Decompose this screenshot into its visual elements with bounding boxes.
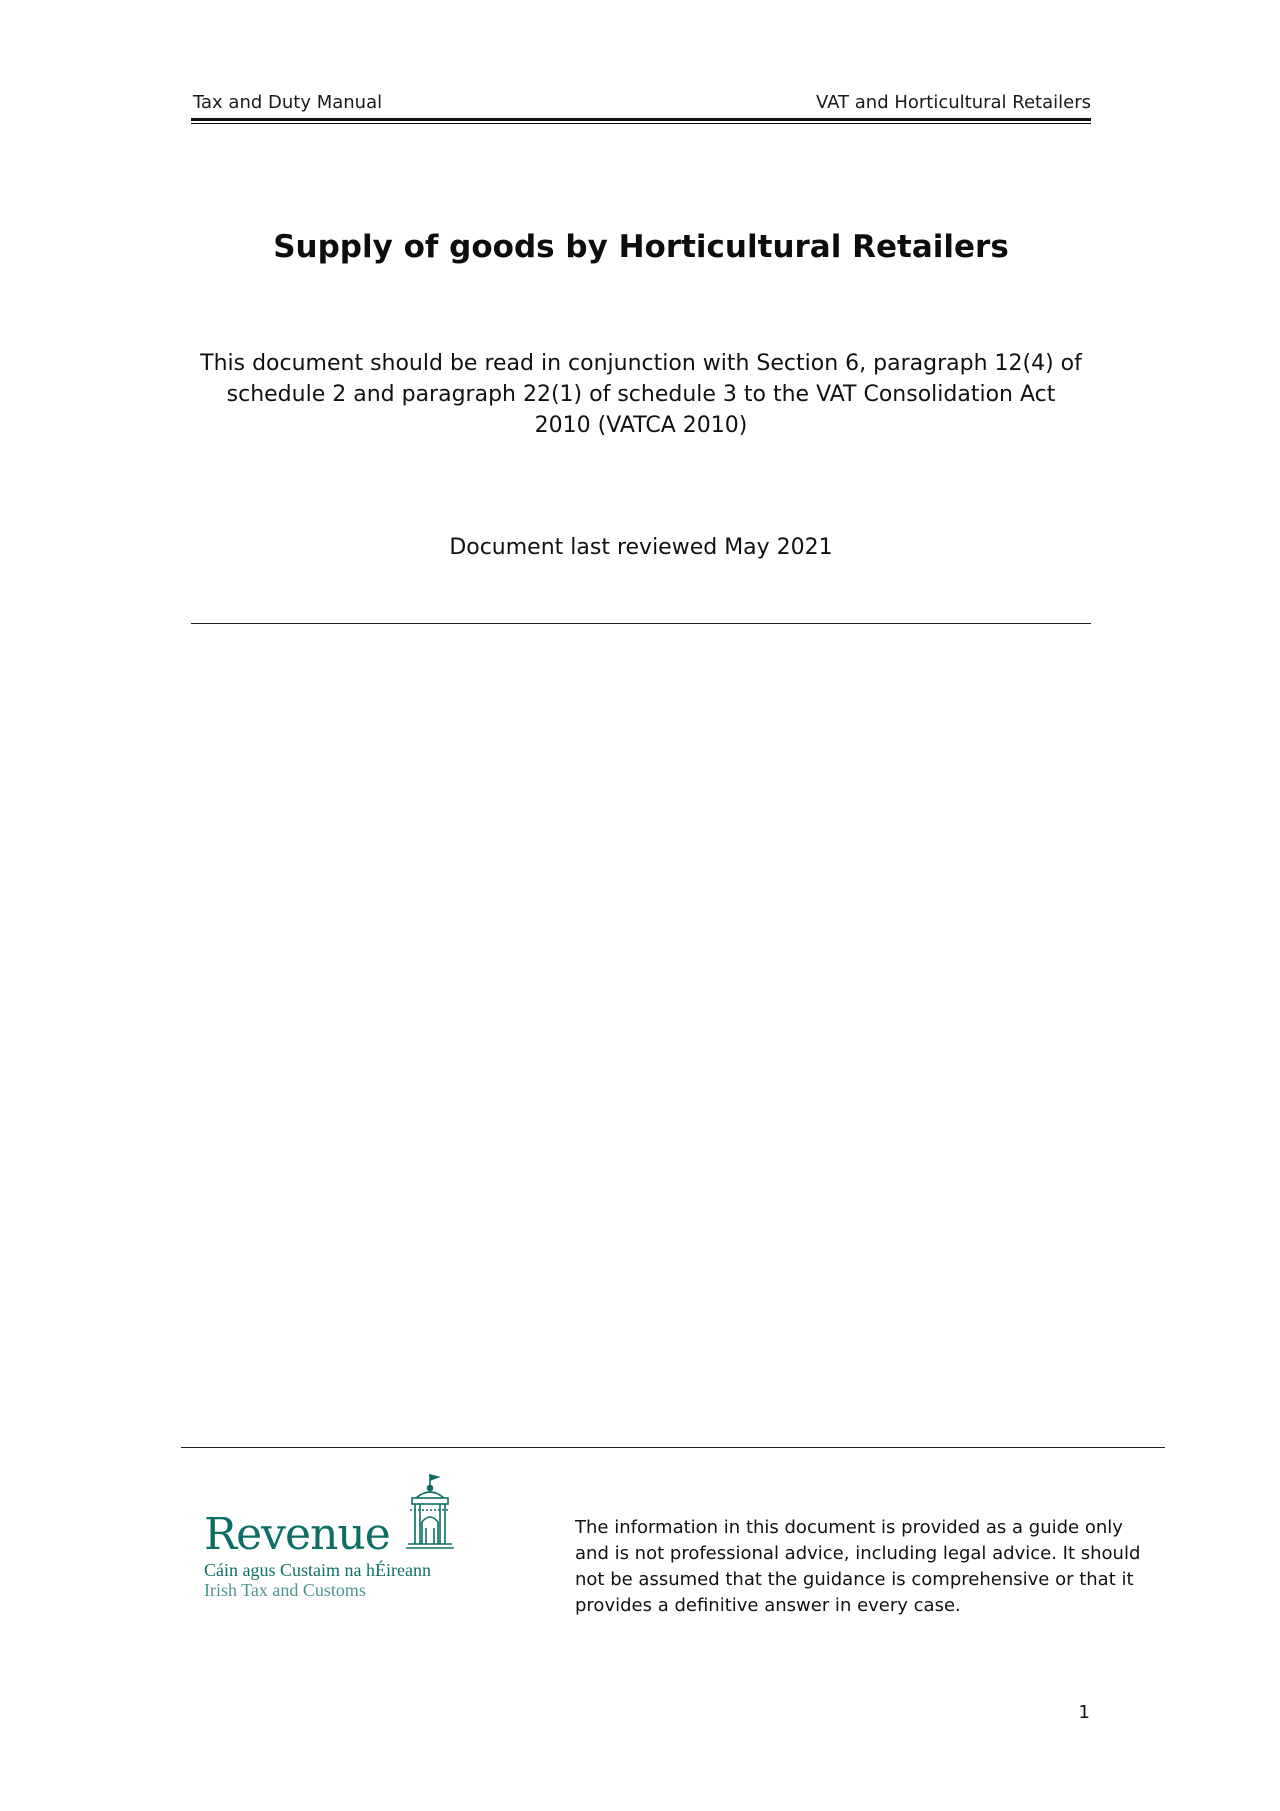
header-rule-secondary	[191, 123, 1091, 124]
logo-irish-tagline: Cáin agus Custaim na hÉireann	[204, 1560, 431, 1580]
logo-english-tagline: Irish Tax and Customs	[204, 1580, 366, 1600]
revenue-custom-house-emblem-icon	[402, 1472, 458, 1552]
section-divider	[191, 623, 1091, 624]
disclaimer-text: The information in this document is provided as a guide only and is not professional advice, including legal advice. It should not be assumed that the guidance is comprehensive or that it provides a definitive answer in every case.	[575, 1517, 1141, 1616]
header-section-name: VAT and Horticultural Retailers	[815, 92, 1091, 113]
document-intro: This document should be read in conjunction with Section 6, paragraph 12(4) of schedule 2 and paragraph 22(1) of schedule 3 to the VAT Consolidation Act 2010 (VATCA 2010)	[200, 351, 1082, 438]
logo-wordmark: Revenue	[204, 1509, 390, 1560]
document-reviewed-date: Document last reviewed May 2021	[449, 535, 833, 560]
running-header	[191, 90, 1091, 116]
document-title: Supply of goods by Horticultural Retailers	[273, 229, 1009, 265]
revenue-logo	[204, 1472, 474, 1602]
footer-rule	[181, 1447, 1165, 1448]
header-rule	[191, 118, 1091, 121]
page-number: 1	[1078, 1702, 1090, 1723]
header-manual-name: Tax and Duty Manual	[193, 92, 383, 113]
